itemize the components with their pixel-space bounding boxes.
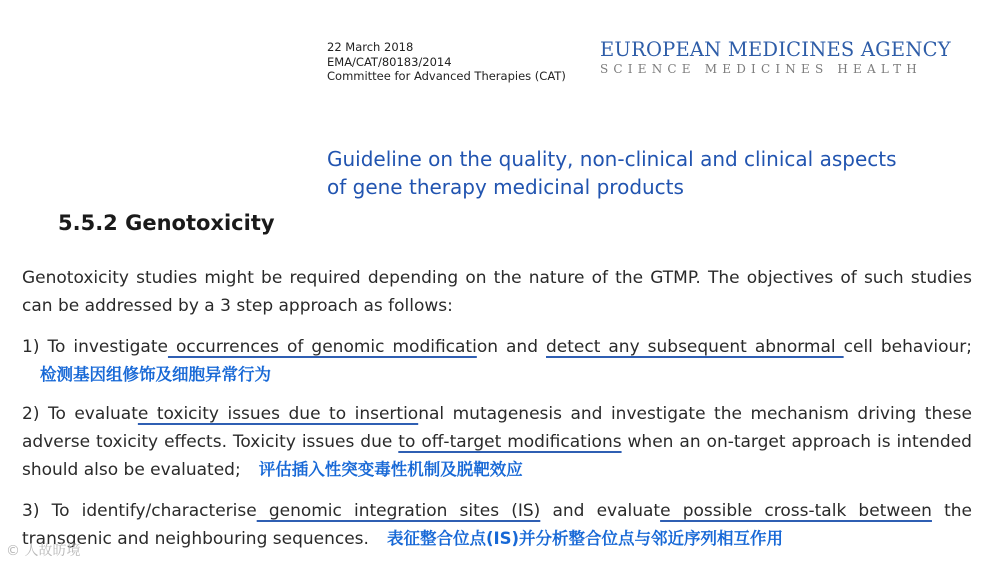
step-2-annotation: 评估插入性突变毒性机制及脱靶效应 [258, 460, 523, 479]
step-3-text-c: the transgenic and neighbouring sequences. [22, 501, 972, 549]
step-1-annotation: 检测基因组修饰及细胞异常行为 [40, 365, 271, 384]
step-3-annotation: 表征整合位点(IS)并分析整合位点与邻近序列相互作用 [386, 529, 784, 548]
step-3-text-a: 3) To identify/characterise [22, 501, 257, 521]
step-3-text-b: and evaluat [540, 501, 661, 521]
step-1-text-a: 1) To investigate [22, 337, 168, 357]
step-2-underline-a: e toxicity issues due to insertio [137, 404, 419, 424]
guideline-title [327, 145, 987, 201]
step-3-underline-a: genomic integration sites (IS) [256, 501, 541, 521]
section-heading: 5.5.2 Genotoxicity [58, 211, 275, 235]
step-1-underline-a: occurrences of genomic modificati [167, 337, 477, 357]
step-3-underline-b: e possible cross-talk between [660, 501, 932, 521]
watermark: © 人故昉境 [6, 543, 81, 559]
agency-tagline: SCIENCE MEDICINES HEALTH [600, 62, 922, 76]
step-1-text-b: on and [476, 337, 546, 357]
step-2-text-c: when an on-target approach is intended should also be evaluated; [22, 432, 972, 480]
step-1-text-c: cell behaviour; [843, 337, 973, 357]
agency-name: EUROPEAN MEDICINES AGENCY [600, 38, 951, 61]
guideline-title-line1: Guideline on the quality, non-clinical and clinical aspects [327, 147, 897, 171]
intro-paragraph: Genotoxicity studies might be required depending on the nature of the GTMP. The objectives of such studies can be addressed by a 3 step approach as follows: [22, 268, 972, 316]
step-3-paragraph [22, 497, 972, 553]
ema-logo [600, 38, 951, 76]
guideline-title-line2: of gene therapy medicinal products [327, 175, 684, 199]
step-2-paragraph [22, 400, 972, 484]
step-2-underline-b: to off-target modifications [398, 432, 622, 452]
document-reference: EMA/CAT/80183/2014 [327, 54, 452, 69]
document-date: 22 March 2018 [327, 40, 414, 54]
document-header [327, 40, 566, 84]
step-2-text-b: nal mutagenesis and investigate the mechanism driving these adverse toxicity effects. Toxicity issues due [22, 404, 973, 452]
step-1-underline-b: detect any subsequent abnormal [546, 337, 844, 357]
committee-name: Committee for Advanced Therapies (CAT) [327, 69, 566, 83]
step-2-text-a: 2) To evaluat [22, 404, 138, 424]
step-1-paragraph [22, 333, 972, 389]
